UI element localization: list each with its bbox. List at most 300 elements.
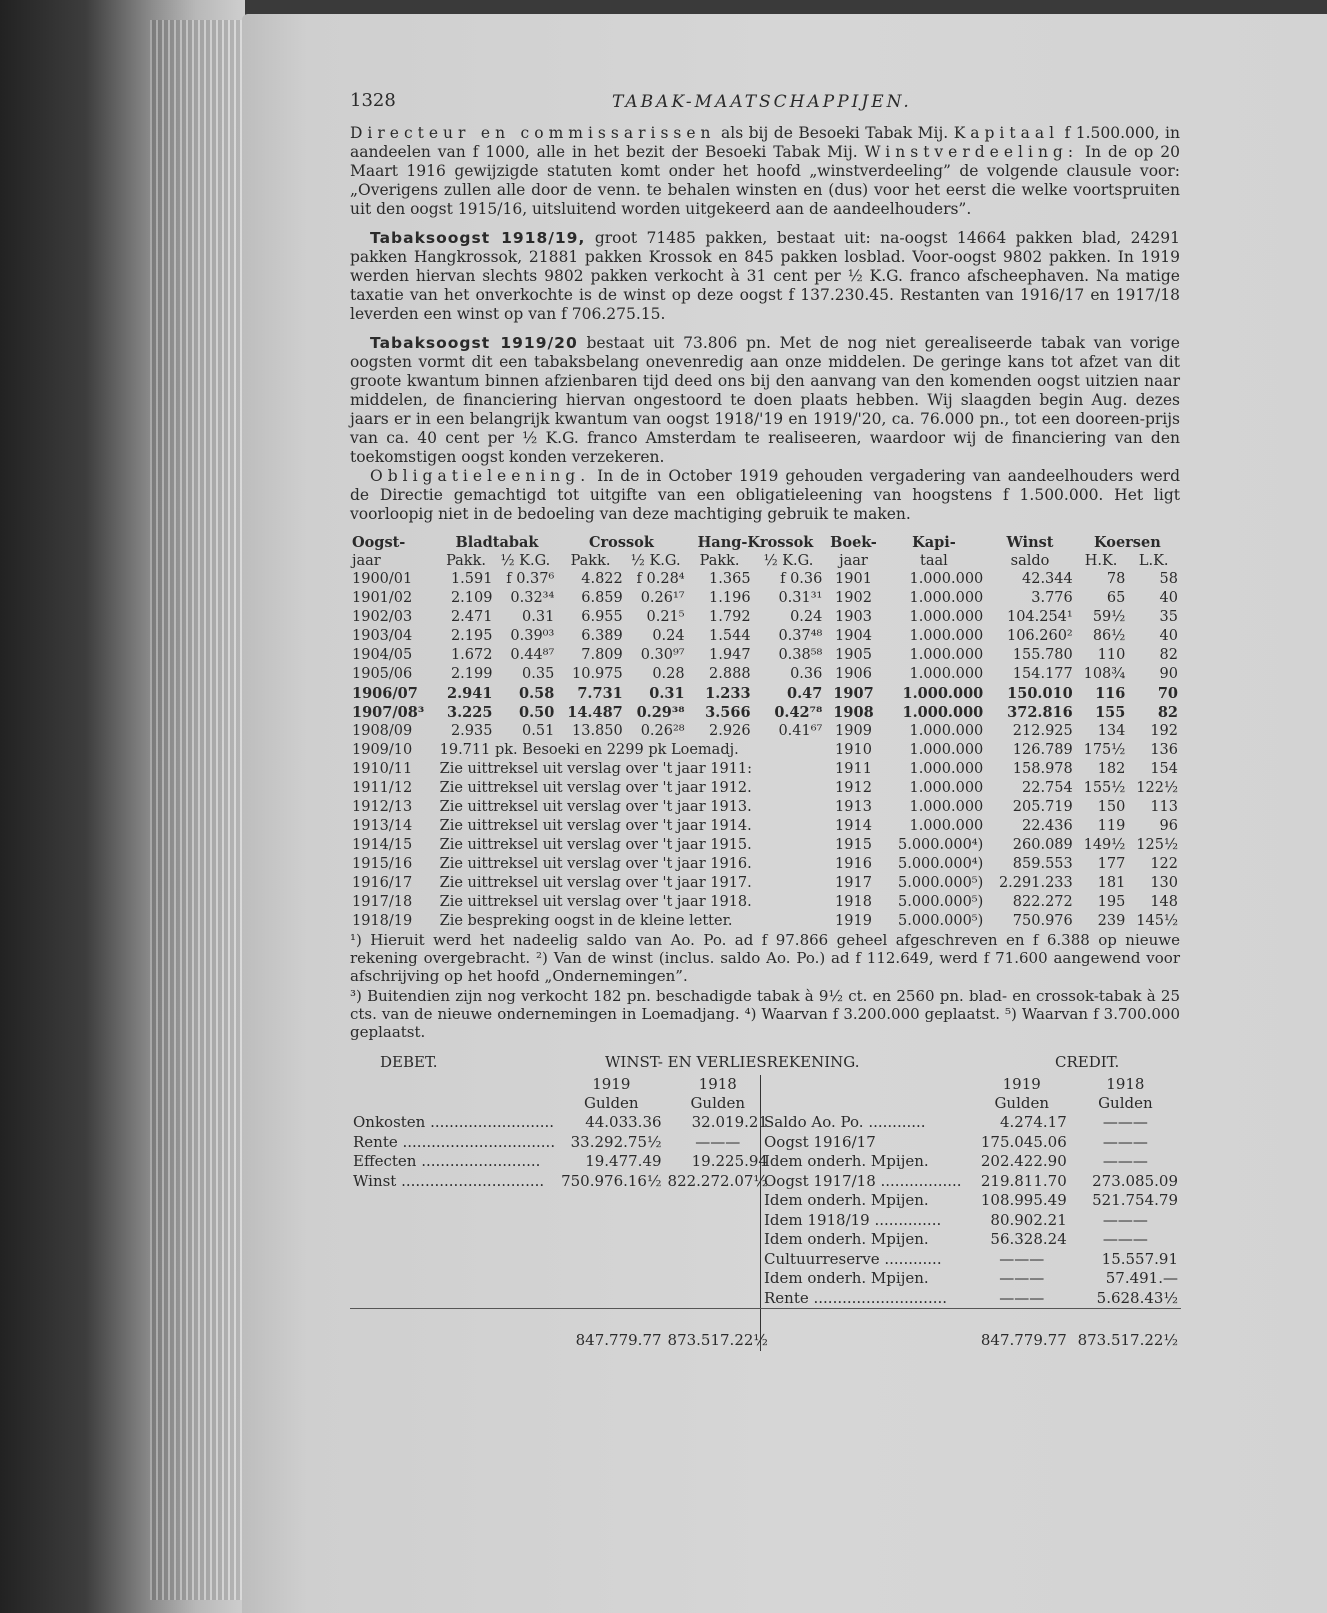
cell: 1900/01 <box>352 571 413 587</box>
cell: 59½ <box>1092 609 1126 625</box>
year-1919: 1919 <box>592 1075 631 1093</box>
cell: 0.30⁹⁷ <box>640 647 685 663</box>
account-title: WINST- EN VERLIESREKENING. <box>605 1053 860 1071</box>
cell: 1903 <box>835 609 872 625</box>
cell: 70 <box>1157 685 1178 702</box>
cell: 149½ <box>1083 837 1126 853</box>
text-directors: als bij de Besoeki Tabak Mij. <box>715 124 954 142</box>
debit-item: Rente ................................ <box>353 1132 556 1151</box>
cell-remark: Zie uittreksel uit verslag over 't jaar 1914. <box>439 818 752 834</box>
credit-row <box>761 1289 1181 1309</box>
cell: 7.809 <box>581 647 623 663</box>
cell: 0.21⁵ <box>646 609 685 625</box>
amount: ——— <box>1102 1230 1148 1248</box>
cell: 1.000.000 <box>902 704 984 721</box>
cell: 40 <box>1159 628 1178 644</box>
cell: 110 <box>1097 647 1126 663</box>
cell: 1.947 <box>709 647 751 663</box>
cell: 1907/08³ <box>352 704 425 721</box>
cell: 10.975 <box>572 666 623 682</box>
cell: f 0.28⁴ <box>636 571 685 587</box>
cell: 1.196 <box>709 590 751 606</box>
amount: 273.085.09 <box>1092 1171 1178 1190</box>
credit-row <box>761 1191 1181 1211</box>
credit-item: Idem onderh. Mpijen. <box>764 1269 929 1287</box>
cell: 1916 <box>835 856 872 872</box>
unit-label: Gulden <box>584 1094 639 1112</box>
cell: 108¾ <box>1083 666 1126 682</box>
cell: 1.000.000 <box>909 628 984 644</box>
table-row <box>350 570 1180 589</box>
lead-directors: Directeur en commissarissen <box>350 124 716 142</box>
cell: 2.291.233 <box>998 875 1073 891</box>
cell: 14.487 <box>567 704 623 721</box>
cell: 1910/11 <box>352 761 413 777</box>
debit-item: Onkosten .......................... <box>353 1113 555 1131</box>
cell: 1917 <box>835 875 872 891</box>
cell: 122 <box>1150 856 1178 872</box>
col-subheader: Pakk. <box>699 553 740 569</box>
unit-label: Gulden <box>994 1094 1050 1112</box>
cell: 177 <box>1097 856 1126 872</box>
text-capital: f 1.500.000, in aandeelen van f 1000, alle in het bezit der Besoeki Tabak Mij. <box>350 124 1180 161</box>
table-row <box>350 779 1180 798</box>
cell: 0.41⁶⁷ <box>778 723 823 739</box>
cell: 1918/19 <box>352 913 413 929</box>
cell: 119 <box>1097 818 1126 834</box>
cell: 2.471 <box>450 609 493 625</box>
amount: ——— <box>999 1269 1045 1287</box>
cell: 1902 <box>835 590 872 606</box>
amount: ——— <box>1102 1152 1148 1170</box>
col-subheader: Pakk. <box>570 553 611 569</box>
credit-row <box>761 1211 1181 1231</box>
table-row <box>350 665 1180 684</box>
cell: 65 <box>1106 590 1126 606</box>
text-harvest-1919: bestaat uit 73.806 pn. Met de nog niet gerealiseerde tabak van vorige oogsten vormt dit een tabaksbelang onevenredig aan onze middelen. De geringe kans tot afzet van dit groote kwantum binnen afzienbaren tijd deed ons bij den aanvang van den komenden oogst uitzien naar middelen, de financiering hiervan ongestoord te doen plaats hebben. Wij slaagden begin Aug. dezes jaars er in een belangrijk kwantum van oogst 1918/'19 en 1919/'20, ca. 76.000 pn., tot een dooreen-prijs van ca. 40 cent per ½ K.G. franco Amsterdam te realiseeren, waardoor wij de financiering van den toekomstigen oogst konden verzekeren. <box>350 334 1180 466</box>
table-row <box>350 912 1180 931</box>
col-subheader: H.K. <box>1084 553 1118 569</box>
lead-bond-loan: Obligatieleening. <box>370 467 591 485</box>
cell-remark: 19.711 pk. Besoeki en 2299 pk Loemadj. <box>439 742 739 758</box>
footnote-3-5: ³) Buitendien zijn nog verkocht 182 pn. beschadigde tabak à 9½ ct. en 2560 pn. blad- en crossok-tabak à 25 cts. van de nieuwe ondernemingen in Loemadjang. ⁴) Waarvan f 3.200.000 geplaatst. ⁵) Waarvan f 3.700.000 geplaatst. <box>350 987 1180 1041</box>
paragraph-directors <box>350 124 1180 219</box>
amount: ——— <box>695 1132 741 1151</box>
cell: 1.000.000 <box>909 571 984 587</box>
cell: 1.792 <box>709 609 751 625</box>
credit-item: Oogst 1917/18 ................. <box>764 1171 962 1190</box>
table-row <box>350 874 1180 893</box>
lead-harvest-1918: Tabaksoogst 1918/19, <box>370 229 586 247</box>
amount: 175.045.06 <box>980 1132 1067 1151</box>
cell: 4.822 <box>581 571 623 587</box>
cell: 1915 <box>835 837 872 853</box>
cell: 372.816 <box>1007 704 1073 721</box>
cell: 2.926 <box>709 723 751 739</box>
total-1919: 847.779.77 <box>558 1308 664 1350</box>
cell: 1.000.000 <box>902 685 984 702</box>
unit-label: Gulden <box>1098 1094 1153 1112</box>
credit-row <box>761 1133 1181 1153</box>
cell: 0.29³⁸ <box>636 704 685 721</box>
cell: 0.24 <box>790 609 823 625</box>
total-1918: 873.517.22½ <box>1070 1309 1181 1351</box>
cell: 1909/10 <box>352 742 413 758</box>
cell: 42.344 <box>1022 571 1073 587</box>
account-heading <box>350 1053 1180 1075</box>
cell: 155½ <box>1083 780 1126 796</box>
debit-side <box>350 1075 768 1351</box>
cell: 1.000.000 <box>909 742 984 758</box>
cell: 1911 <box>835 761 872 777</box>
col-subheader: Pakk. <box>446 553 486 569</box>
cell: 1916/17 <box>352 875 413 891</box>
cell: 1917/18 <box>352 894 413 910</box>
credit-item: Idem onderh. Mpijen. <box>764 1191 929 1209</box>
cell: 195 <box>1097 894 1126 910</box>
cell: 125½ <box>1136 837 1178 853</box>
cell: 1.672 <box>450 647 493 663</box>
credit-item: Saldo Ao. Po. ............ <box>764 1113 926 1131</box>
cell: 6.859 <box>581 590 623 606</box>
unit-label: Gulden <box>690 1094 746 1112</box>
cell: 113 <box>1150 799 1178 815</box>
cell: 13.850 <box>572 723 623 739</box>
cell: 1.591 <box>450 571 493 587</box>
cell: 0.50 <box>518 704 555 721</box>
credit-row <box>761 1113 1181 1133</box>
cell: 205.719 <box>1012 799 1073 815</box>
page-content <box>350 88 1180 1351</box>
cell: 1.000.000 <box>909 609 984 625</box>
cell: 1902/03 <box>352 609 413 625</box>
cell: 7.731 <box>577 685 623 702</box>
col-header: Kapi- <box>912 534 956 551</box>
cell: 40 <box>1159 590 1178 606</box>
page-number: 1328 <box>350 90 396 111</box>
cell: 1912/13 <box>352 799 413 815</box>
cell: 175½ <box>1083 742 1126 758</box>
cell: 750.976 <box>1012 913 1073 929</box>
amount: 57.491.— <box>1105 1269 1178 1287</box>
cell: 86½ <box>1092 628 1126 644</box>
debit-item: Effecten ......................... <box>353 1152 541 1170</box>
cell: 1915/16 <box>352 856 413 872</box>
col-header: Bladtabak <box>455 534 539 551</box>
paragraph-harvest-1918 <box>350 229 1180 324</box>
debit-row <box>350 1152 771 1172</box>
cell: 22.436 <box>1022 818 1073 834</box>
credit-label: CREDIT. <box>1055 1053 1120 1071</box>
cell: 5.000.000⁵) <box>898 894 984 910</box>
cell: 239 <box>1097 913 1126 929</box>
cell: 1909 <box>835 723 872 739</box>
lead-capital: Kapitaal <box>953 124 1060 142</box>
lead-harvest-1919: Tabaksoogst 1919/20 <box>370 334 578 352</box>
cell: 1913 <box>835 799 872 815</box>
credit-row <box>761 1230 1181 1250</box>
amount: 5.628.43½ <box>1096 1288 1178 1307</box>
amount: ——— <box>1102 1113 1148 1131</box>
col-subheader: ½ K.G. <box>630 553 681 569</box>
footnote-1-2: ¹) Hieruit werd het nadeelig saldo van Ao. Po. ad f 97.866 geheel afgeschreven en f 6.388 op nieuwe rekening overgebracht. ²) Van de winst (inclus. saldo Ao. Po.) ad f 112.649, werd f 71.600 aangewend voor afschrijving op het hoofd „Ondernemingen”. <box>350 931 1180 985</box>
cell: 90 <box>1159 666 1178 682</box>
cell: 82 <box>1157 704 1178 721</box>
cell: 0.32³⁴ <box>510 590 555 606</box>
cell: 0.31 <box>649 685 685 702</box>
cell: 58 <box>1159 571 1178 587</box>
table-row <box>350 684 1180 703</box>
lead-profit-sharing: Winstverdeeling: <box>864 143 1079 161</box>
cell: 0.26¹⁷ <box>640 590 685 606</box>
cell: 154 <box>1150 761 1178 777</box>
credit-total-row <box>761 1309 1181 1351</box>
table-subheader-row <box>350 552 1180 570</box>
cell: 1908/09 <box>352 723 413 739</box>
table-row <box>350 855 1180 874</box>
page-header <box>350 88 1180 124</box>
cell: 0.42⁷⁸ <box>774 704 823 721</box>
cell: 5.000.000⁴) <box>898 837 984 853</box>
cell: 1911/12 <box>352 780 413 796</box>
cell: 1901/02 <box>352 590 413 606</box>
debit-item: Winst .............................. <box>353 1171 545 1190</box>
cell: 6.955 <box>581 609 623 625</box>
table-row <box>350 589 1180 608</box>
col-header: Hang-Krossok <box>697 534 814 551</box>
cell: 5.000.000⁵) <box>898 875 984 891</box>
credit-item: Idem onderh. Mpijen. <box>764 1230 929 1248</box>
cell: 150 <box>1097 799 1126 815</box>
cell: 0.31³¹ <box>778 590 823 606</box>
cell-remark: Zie uittreksel uit verslag over 't jaar 1912. <box>439 780 752 796</box>
col-subheader: jaar <box>839 553 868 569</box>
cell: 1906 <box>835 666 872 682</box>
debit-row <box>350 1113 771 1133</box>
cell: 1.233 <box>705 685 751 702</box>
table-row <box>350 817 1180 836</box>
cell: 1904/05 <box>352 647 413 663</box>
cell: 3.225 <box>447 704 493 721</box>
cell: 192 <box>1150 723 1178 739</box>
cell: 82 <box>1159 647 1178 663</box>
col-header: Boek- <box>830 534 877 551</box>
table-row <box>350 703 1180 722</box>
credit-item: Idem onderh. Mpijen. <box>764 1152 929 1170</box>
cell: 134 <box>1097 723 1126 739</box>
amount: 56.328.24 <box>990 1230 1067 1248</box>
year-header-row <box>761 1075 1181 1094</box>
cell: 1.000.000 <box>909 780 984 796</box>
amount: 219.811.70 <box>980 1171 1067 1190</box>
cell: 859.553 <box>1012 856 1073 872</box>
cell: 130 <box>1150 875 1178 891</box>
amount: ——— <box>999 1288 1045 1307</box>
cell: 1918 <box>835 894 872 910</box>
amount: 750.976.16½ <box>561 1171 662 1190</box>
credit-table <box>761 1075 1181 1351</box>
cell: 2.888 <box>709 666 751 682</box>
cell: 0.58 <box>518 685 555 702</box>
book-spine-edge <box>0 0 245 1613</box>
cell: 155 <box>1095 704 1126 721</box>
unit-header-row <box>761 1094 1181 1113</box>
unit-header-row <box>350 1094 771 1113</box>
credit-item: Cultuurreserve ............ <box>764 1249 942 1268</box>
cell: 1.000.000 <box>909 761 984 777</box>
cell: 106.260² <box>1006 628 1073 644</box>
cell: 1.000.000 <box>909 666 984 682</box>
cell: 1903/04 <box>352 628 413 644</box>
cell: f 0.37⁶ <box>506 571 555 587</box>
cell: 22.754 <box>1022 780 1073 796</box>
col-subheader: ½ K.G. <box>763 553 814 569</box>
debit-total-row <box>350 1308 771 1350</box>
cell: 0.35 <box>522 666 555 682</box>
cell: 0.36 <box>790 666 823 682</box>
cell: 1914 <box>835 818 872 834</box>
col-subheader: jaar <box>352 553 381 569</box>
col-header: Winst <box>1006 534 1054 551</box>
year-1919: 1919 <box>1002 1075 1041 1093</box>
cell-remark: Zie bespreking oogst in de kleine letter. <box>439 913 733 929</box>
cell: 96 <box>1159 818 1178 834</box>
cell: 145½ <box>1136 913 1178 929</box>
cell: 260.089 <box>1012 837 1073 853</box>
running-head: TABAK-MAATSCHAPPIJEN. <box>612 92 912 112</box>
table-row <box>350 760 1180 779</box>
cell: 1905/06 <box>352 666 413 682</box>
amount: 32.019.21 <box>691 1113 768 1131</box>
cell: 154.177 <box>1012 666 1073 682</box>
cell: 1.000.000 <box>909 647 984 663</box>
cell: 35 <box>1159 609 1178 625</box>
cell: 1.365 <box>709 571 751 587</box>
cell: 0.38⁵⁸ <box>778 647 823 663</box>
amount: 19.477.49 <box>585 1152 662 1170</box>
text-profit-sharing: In de op 20 Maart 1916 gewijzigde statuten komt onder het hoofd „winstverdeeling” de volgende clausule voor: „Overigens zullen alle door de venn. te behalen winsten en (dus) voor het eerst die welke voortspruiten uit den oogst 1915/16, uitsluitend worden uitgekeerd aan de aandeelhouders”. <box>350 143 1180 218</box>
table-row <box>350 798 1180 817</box>
amount: ——— <box>999 1249 1045 1268</box>
credit-item: Idem 1918/19 .............. <box>764 1210 942 1229</box>
cell: 104.254¹ <box>1006 609 1073 625</box>
cell: 822.272 <box>1012 894 1073 910</box>
year-header-row <box>350 1075 771 1094</box>
year-1918: 1918 <box>698 1075 737 1093</box>
col-header: Crossok <box>589 534 654 551</box>
credit-row <box>761 1152 1181 1172</box>
cell: 1.544 <box>709 628 751 644</box>
credit-item: Rente ............................ <box>764 1288 948 1307</box>
amount: 108.995.49 <box>980 1191 1067 1209</box>
profit-loss-account <box>350 1053 1180 1351</box>
table-row <box>350 646 1180 665</box>
table-row <box>350 741 1180 760</box>
col-subheader: saldo <box>1010 553 1050 569</box>
amount: 80.902.21 <box>990 1210 1067 1229</box>
cell: 1906/07 <box>352 685 418 702</box>
debit-row <box>350 1133 771 1153</box>
cell: f 0.36 <box>780 571 823 587</box>
total-1919: 847.779.77 <box>974 1309 1070 1351</box>
table-row <box>350 836 1180 855</box>
amount: 202.422.90 <box>980 1152 1067 1170</box>
credit-item: Oogst 1916/17 <box>764 1132 876 1151</box>
amount: ——— <box>1102 1210 1148 1229</box>
cell: 0.51 <box>522 723 555 739</box>
cell: 2.195 <box>450 628 493 644</box>
total-1918: 873.517.22½ <box>665 1308 771 1350</box>
cell-remark: Zie uittreksel uit verslag over 't jaar 1915. <box>439 837 752 853</box>
year-1918: 1918 <box>1106 1075 1145 1093</box>
credit-row <box>761 1269 1181 1289</box>
table-row <box>350 627 1180 646</box>
cell: 1913/14 <box>352 818 413 834</box>
cell: 0.28 <box>652 666 685 682</box>
amount: ——— <box>1102 1132 1148 1151</box>
cell: 1901 <box>835 571 872 587</box>
account-columns <box>350 1075 1180 1351</box>
table-body <box>350 570 1180 931</box>
cell: 155.780 <box>1012 647 1073 663</box>
cell: 1912 <box>835 780 872 796</box>
cell: 2.941 <box>447 685 493 702</box>
cell: 158.978 <box>1012 761 1073 777</box>
cell: 1.000.000 <box>909 723 984 739</box>
cell: 116 <box>1095 685 1126 702</box>
cell: 0.26²⁸ <box>640 723 685 739</box>
debet-label: DEBET. <box>380 1053 438 1071</box>
harvest-statistics-table <box>350 534 1180 931</box>
amount: 4.274.17 <box>999 1113 1067 1131</box>
text-harvest-1918: groot 71485 pakken, bestaat uit: na-oogst 14664 pakken blad, 24291 pakken Hangkrossok, 21881 pakken Krossok en 845 pakken losblad. Voor-oogst 9802 pakken. In 1919 werden hiervan slechts 9802 pakken verkocht à 31 cent per ½ K.G. franco afscheephaven. Na matige taxatie van het onverkochte is de winst op deze oogst f 137.230.45. Restanten van 1916/17 en 1917/18 leverden een winst op van f 706.275.15. <box>350 229 1180 323</box>
cell: 2.109 <box>450 590 493 606</box>
cell-remark: Zie uittreksel uit verslag over 't jaar 1916. <box>439 856 752 872</box>
cell: 181 <box>1097 875 1126 891</box>
cell-remark: Zie uittreksel uit verslag over 't jaar 1911: <box>439 761 753 777</box>
cell: 0.31 <box>522 609 555 625</box>
credit-row <box>761 1250 1181 1270</box>
paragraph-bond-loan <box>350 467 1180 524</box>
cell: 1905 <box>835 647 872 663</box>
table-row <box>350 722 1180 741</box>
cell: 6.389 <box>581 628 623 644</box>
cell: 1.000.000 <box>909 590 984 606</box>
amount: 44.033.36 <box>585 1113 662 1131</box>
cell: 1908 <box>833 704 874 721</box>
cell: 122½ <box>1136 780 1178 796</box>
cell: 136 <box>1150 742 1178 758</box>
cell: 0.44⁸⁷ <box>510 647 555 663</box>
cell-remark: Zie uittreksel uit verslag over 't jaar 1917. <box>439 875 752 891</box>
cell: 148 <box>1150 894 1178 910</box>
cell: 1904 <box>835 628 872 644</box>
table-row <box>350 893 1180 912</box>
cell-remark: Zie uittreksel uit verslag over 't jaar 1913. <box>439 799 752 815</box>
cell: 212.925 <box>1012 723 1073 739</box>
cell: 1.000.000 <box>909 818 984 834</box>
cell: 1907 <box>833 685 874 702</box>
cell: 0.47 <box>787 685 823 702</box>
cell: 3.566 <box>705 704 751 721</box>
col-subheader: L.K. <box>1138 553 1169 569</box>
cell: 0.37⁴⁸ <box>778 628 823 644</box>
cell: 0.24 <box>652 628 685 644</box>
cell: 1914/15 <box>352 837 413 853</box>
col-subheader: ½ K.G. <box>500 553 551 569</box>
debit-row <box>350 1172 771 1192</box>
cell: 126.789 <box>1012 742 1073 758</box>
